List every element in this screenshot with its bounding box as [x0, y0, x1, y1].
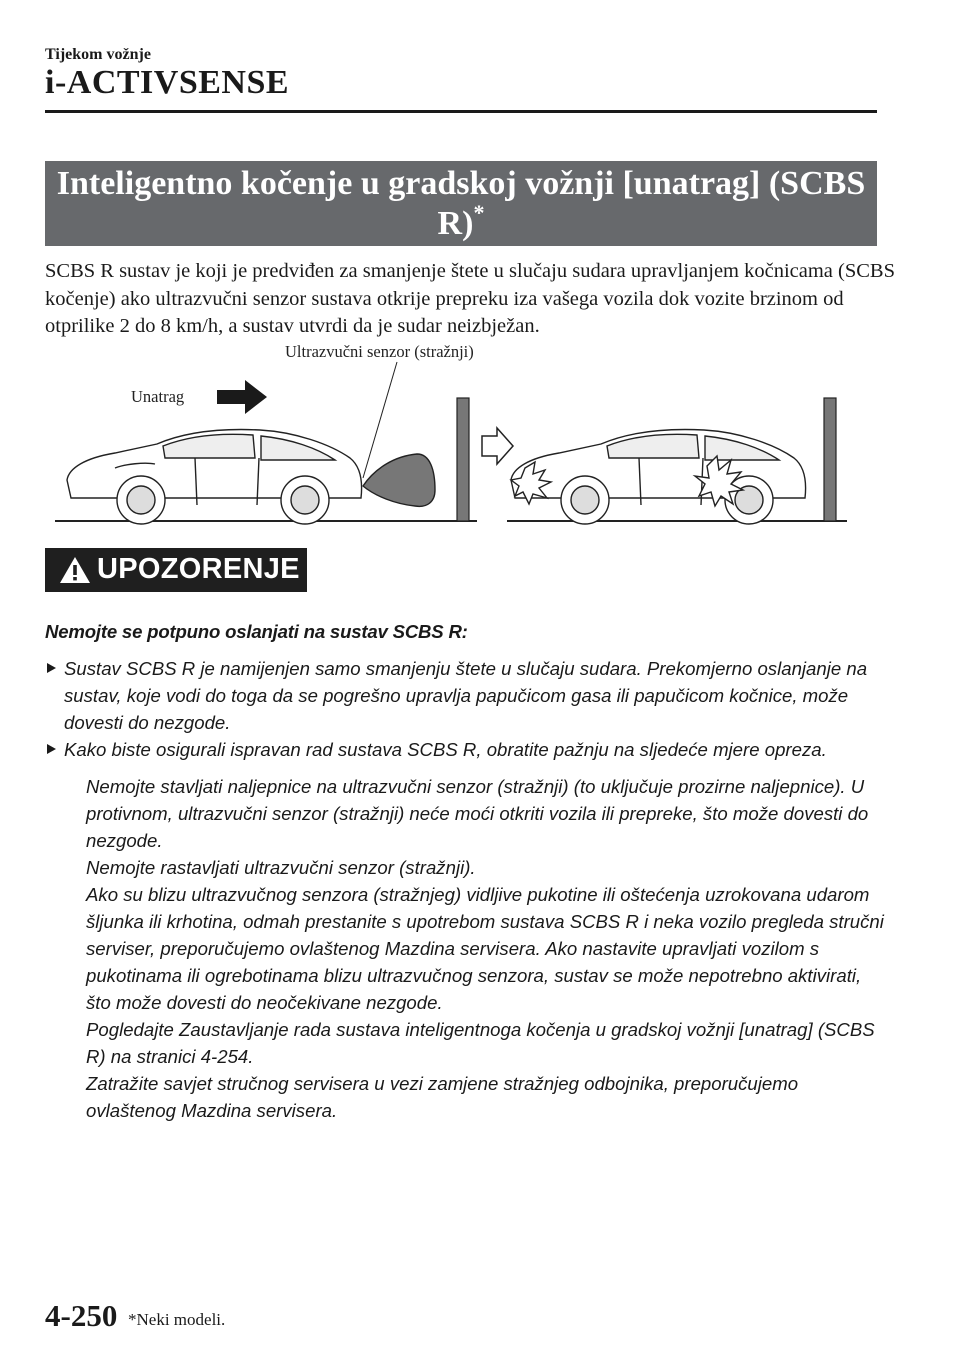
wall-post-right [824, 398, 836, 521]
car-before-icon [67, 430, 362, 524]
warning-content [45, 618, 885, 1124]
page-number: 4-250 [45, 1298, 118, 1333]
list-item: Nemojte stavljati naljepnice na ultrazvučni senzor (stražnji) (to uključuje prozirne naljepnice). U protivnom, ultrazvučni senzor (stražnji) neće moći otkriti vozila ili prepreke, što može dovesti do nezgode. [86, 776, 869, 851]
warning-triangle-icon [59, 555, 91, 585]
list-item-text: Ako su blizu ultrazvučnog senzora (stražnjeg) vidljive pukotine ili oštećenja uzrokovana udarom šljunka ili krhotina, odmah prestanite s upotrebom sustava SCBS R i neka vozilo pregleda stručni serviser, preporučujemo ovlaštenog Mazdina servisera. Ako nastavite upravljati vozilom s pukotinama ili ogrebotinama blizu ultrazvučnog senzora, sustav se može nepotrebno aktivirati, što može dovesti do neočekivane nezgode. [86, 884, 884, 1013]
intro-text: SCBS R sustav je koji je predviđen za smanjenje štete u slučaju sudara upravljanjem kočnicama (SCBS kočenje) ako ultrazvučni senzor sustava otkrije prepreku iza vašega vozila dok vozite brzinom od otprilike 2 do 8 km/h, a sustav utvrdi da je sudar neizbježan. [45, 260, 896, 337]
section-title-line2 [45, 200, 877, 244]
sensor-callout-label: Ultrazvučni senzor (stražnji) [285, 342, 474, 361]
running-header-kicker: Tijekom vožnje [45, 46, 151, 63]
list-item: Kako biste osigurali ispravan rad sustava SCBS R, obratite pažnju na sljedeće mjere opreza. [45, 736, 885, 763]
warning-heading: Nemojte se potpuno oslanjati na sustav SCBS R: [45, 621, 468, 642]
reverse-label: Unatrag [131, 387, 185, 406]
section-title-text: R) [437, 205, 474, 242]
list-item: Zatražite savjet stručnog servisera u vezi zamjene stražnjeg odbojnika, preporučujemo ovlaštenog Mazdina servisera. [86, 1073, 799, 1121]
reverse-arrow-icon [217, 380, 267, 414]
header-rule [45, 110, 877, 113]
wall-post-left [457, 398, 469, 521]
footnote-marker: * [473, 200, 485, 225]
list-item: Nemojte rastavljati ultrazvučni senzor (stražnji). [86, 857, 476, 878]
transition-arrow-icon [482, 428, 513, 464]
sensor-detection-zone [363, 454, 435, 506]
car-after-icon [511, 430, 806, 524]
footnote: *Neki modeli. [128, 1310, 226, 1329]
warning-label: UPOZORENJE [97, 553, 300, 585]
section-title-line1: Inteligentno kočenje u gradskoj vožnji [unatrag] (SCBS [56, 165, 866, 202]
warning-banner [45, 548, 307, 592]
list-item [67, 881, 885, 1070]
cross-reference: Pogledajte Zaustavljanje rada sustava inteligentnoga kočenja u gradskoj vožnji [unatrag] (SCBS R) na stranici 4-254. [86, 1019, 875, 1067]
warning-list [45, 655, 885, 763]
section-title-band [45, 161, 877, 246]
chapter-title: i-ACTIVSENSE [45, 64, 290, 101]
list-item: Sustav SCBS R je namijenjen samo smanjenju štete u slučaju sudara. Prekomjerno oslanjanje na sustav, koje vodi do toga da se pogrešno upravlja papučicom gasa ili papučicom kočnice, može dovesti do nezgode. [45, 655, 885, 736]
intro-paragraph [45, 258, 895, 341]
precaution-list [67, 773, 885, 1124]
scbs-illustration [45, 340, 865, 530]
